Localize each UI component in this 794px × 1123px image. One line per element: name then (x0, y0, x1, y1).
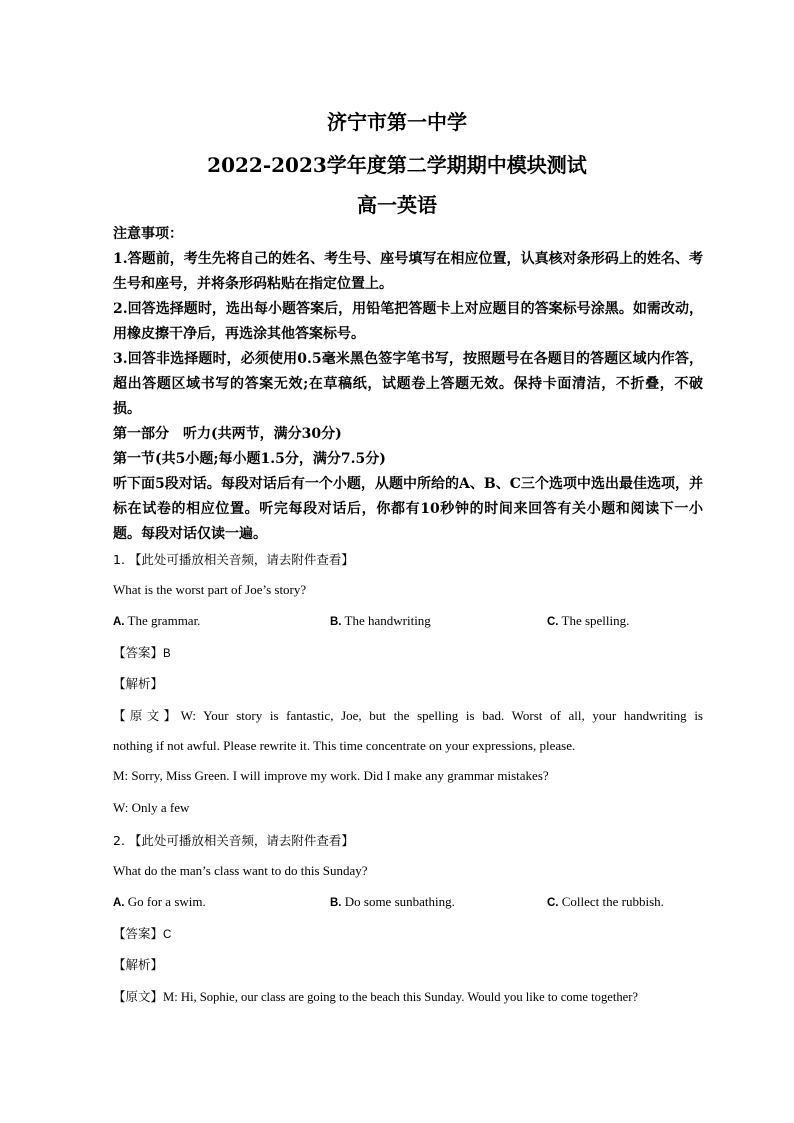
option-letter: C. (547, 616, 559, 628)
option-b (330, 894, 455, 910)
transcript-line-2: nothing if not awful. Please rewrite it. This time concentrate on your expressions, please. (113, 738, 576, 753)
option-a (113, 894, 206, 910)
option-letter: C. (547, 897, 559, 909)
answer-line (113, 924, 703, 942)
exam-title: 2022-2023学年度第二学期期中模块测试 (207, 153, 587, 177)
notice-item: 2.回答选择题时，选出每小题答案后，用铅笔把答题卡上对应题目的答案标号涂黑。如需改动，用橡皮擦干净后，再选涂其他答案标号。 (113, 301, 703, 342)
analysis-label: 【解析】 (113, 957, 164, 972)
audio-note[interactable]: 【此处可播放相关音频，请去附件查看】 (128, 552, 354, 567)
question-number: 1. (113, 552, 125, 567)
answer-line (113, 643, 703, 661)
notice-block (113, 222, 703, 547)
question-1-stem: What is the worst part of Joe’s story? (113, 582, 307, 597)
option-text: Do some sunbathing. (344, 894, 455, 909)
transcript-line-1 (113, 706, 703, 724)
original-label: 【原文】 (113, 708, 181, 723)
option-letter: B. (330, 616, 342, 628)
transcript-line-4: W: Only a few (113, 800, 190, 815)
answer-label: 【答案】 (113, 645, 164, 660)
option-c (547, 613, 629, 629)
option-letter: A. (113, 616, 125, 628)
listening-instructions: 听下面5段对话。每段对话后有一个小题，从题中所给的A、B、C三个选项中选出最佳选项，并标在试卷的相应位置。听完每段对话后，你都有10秒钟的时间来回答有关小题和阅读下一小题。每段对话仅读一遍。 (113, 476, 703, 542)
notice-heading: 注意事项： (113, 226, 183, 242)
question-1-header (113, 550, 703, 568)
transcript-line-3: M: Sorry, Miss Green. I will improve my work. Did I make any grammar mistakes? (113, 768, 549, 783)
transcript-line-1 (113, 987, 708, 1005)
option-text: The handwriting (344, 613, 431, 628)
part-heading: 第一部分 听力(共两节，满分30分) (113, 426, 342, 442)
option-a (113, 613, 200, 629)
analysis-label: 【解析】 (113, 676, 164, 691)
transcript-text: W: Your story is fantastic, Joe, but the spelling is bad. Worst of all, your handwriting is (180, 708, 703, 723)
option-c (547, 894, 664, 910)
question-2-header (113, 831, 703, 849)
answer-label: 【答案】 (113, 926, 164, 941)
audio-note[interactable]: 【此处可播放相关音频，请去附件查看】 (128, 833, 354, 848)
transcript-text: M: Hi, Sophie, our class are going to the beach this Sunday. Would you like to come together? (163, 990, 639, 1004)
answer-value: B (163, 648, 171, 660)
subject-title: 高一英语 (357, 193, 437, 217)
original-label: 【原文】 (113, 989, 164, 1004)
section-heading: 第一节(共5小题;每小题1.5分，满分7.5分) (113, 451, 386, 467)
question-number: 2. (113, 833, 125, 848)
notice-item: 3.回答非选择题时，必须使用0.5毫米黑色签字笔书写，按照题号在各题目的答题区域内作答，超出答题区域书写的答案无效;在草稿纸，试题卷上答题无效。保持卡面清洁，不折叠，不破损。 (113, 351, 703, 417)
option-text: The grammar. (127, 613, 201, 628)
option-b (330, 613, 431, 629)
option-text: The spelling. (561, 613, 630, 628)
option-letter: A. (113, 897, 125, 909)
option-letter: B. (330, 897, 342, 909)
answer-value: C (163, 929, 172, 941)
option-text: Collect the rubbish. (561, 894, 664, 909)
question-2-stem: What do the man’s class want to do this Sunday? (113, 863, 368, 878)
school-name: 济宁市第一中学 (327, 110, 467, 134)
option-text: Go for a swim. (127, 894, 206, 909)
notice-item: 1.答题前，考生先将自己的姓名、考生号、座号填写在相应位置，认真核对条形码上的姓名、考生号和座号，并将条形码粘贴在指定位置上。 (113, 251, 703, 292)
